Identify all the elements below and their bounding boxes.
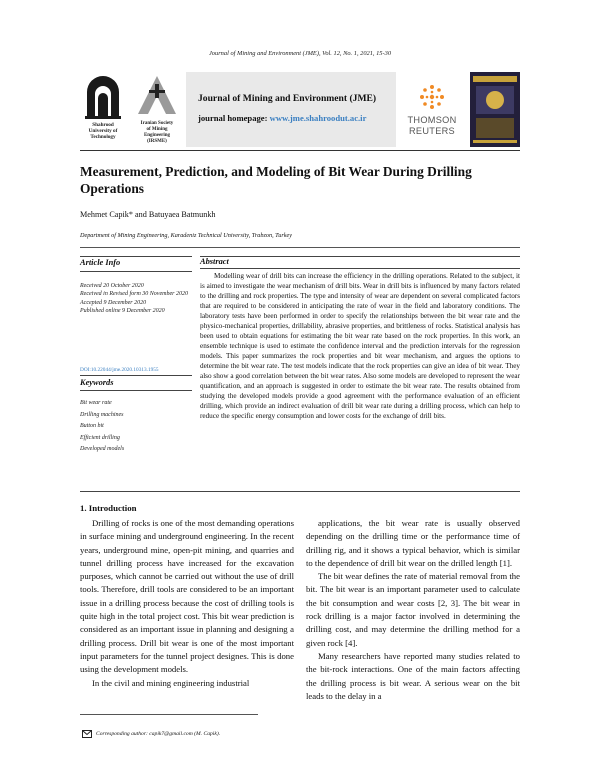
journal-title: Journal of Mining and Environment (JME) (198, 93, 377, 104)
intro-left-column (80, 517, 294, 690)
journal-cover-thumbnail (470, 72, 520, 147)
publisher-logo (400, 72, 464, 147)
affiliation: Department of Mining Engineering, Karadeniz Technical University, Trabzon, Turkey (80, 232, 293, 239)
article-dates (80, 282, 192, 315)
keyword: Efficient drilling (80, 434, 120, 441)
abstract-top-rule (200, 256, 520, 257)
keywords-heading: Keywords (80, 378, 114, 387)
publisher-line: REUTERS (408, 126, 455, 136)
abstract-text: Modelling wear of drill bits can increase the efficiency in the drilling operations. Related to the subject, it is aimed to investigate the wear mechanism of drill bits. Wear in drill bits is influenced by many factors related to the drilling and rock properties. The type and intensity of wear are dependent on several complicated factors that are required to be considered in anticipating the rate of wear in the field and laboratory conditions. The laboratory tests have been performed in order to specify the relationships between the bit wear rate and the physico-mechanical properties, drillability, abrasive properties, and brittleness of rocks. Statistical analysis has been used to obtain equations for estimating the bit wear rate based on the rock properties. In this work, an ensemble technique is used to estimate the confidence interval and the prediction intervals for the regression models. This paper summarizes the rock properties and bit wear mechanism, and argues the options to determine the bit wear rate. The test models indicate that the rock properties can give an idea of bit wear. They also show a good correlation between the bit wear rates. Also some models are developed to represent the wear quantification, and an approach is suggested in order to estimate the bit wear rate. The results obtained from studying the developed models provide a good agreement with the performance evaluation of an efficient drilling, which provide an indirect evaluation of drill bit wear rate during a drilling process, which can help to reduce the specific energy consumption and lower costs for the exchange of drill bits. (200, 272, 520, 420)
society-caption-line: of Mining (146, 127, 168, 132)
article-title: Measurement, Prediction, and Modeling of Bit Wear During Drilling Operations (80, 164, 472, 196)
body-paragraph: The bit wear defines the rate of material removal from the bit. The bit wear is an important parameter used to calculate the bit consumption and wear costs [2, 3]. The bit wear in rock drilling is a major factor involved in determining the drilling cost, and may determine the drilling method for a given rock [4]. (306, 571, 520, 648)
keyword: Bit wear rate (80, 400, 112, 406)
article-info-top-rule (80, 256, 192, 257)
keywords-list (80, 398, 192, 456)
keywords-top-rule (80, 375, 192, 376)
date-published: Published online 9 December 2020 (80, 307, 165, 314)
society-logo (133, 72, 181, 147)
body-paragraph: Drilling of rocks is one of the most demanding operations in surface mining and underground engineering. In the recent years, underground mine, open-pit mining, and quarries and tunnel drilling process have increased for the excavation purposes, which cannot be carried out without the use of drill tools. Therefore, drill tools are considered to be an important issue in a drilling process because the cost of drilling tools is quite high in the total project cost. This bit wear prediction is considered as an important issue in planning and designing a drilling process. Drill bit wear is one of the most important input parameters for the tunnel project designes. This is done using the development models. (80, 518, 294, 675)
affiliation-rule (80, 247, 520, 248)
authors: Mehmet Capik* and Batuyaea Batmunkh (80, 210, 216, 219)
email-icon (82, 725, 92, 743)
abstract-heading: Abstract (200, 257, 229, 266)
date-received: Received 20 October 2020 (80, 283, 144, 289)
homepage-label: journal homepage: (198, 113, 268, 123)
keywords-rule (80, 390, 192, 391)
university-emblem-icon (81, 72, 125, 120)
cover-image-icon (470, 72, 520, 147)
society-caption-line: (IRSME) (147, 139, 167, 144)
university-logo (80, 72, 126, 147)
society-caption-line: Engineering (143, 133, 171, 138)
keyword: Button bit (80, 423, 104, 429)
intro-right-column (306, 517, 520, 703)
abstract-rule (200, 268, 520, 269)
footnote-rule (80, 714, 258, 715)
date-revised: Received in Revised form 30 November 2020 (80, 291, 188, 298)
publisher-line: THOMSON (407, 115, 457, 125)
article-info-heading: Article Info (80, 258, 121, 267)
homepage-link[interactable]: www.jme.shahroodut.ac.ir (269, 113, 367, 123)
keyword: Developed models (80, 446, 125, 452)
introduction-heading: 1. Introduction (80, 503, 137, 513)
thomson-reuters-dots-icon (419, 84, 445, 110)
univ-caption-line: University of (88, 128, 118, 134)
univ-caption-line: Shahrood (92, 122, 114, 128)
article-info-rule (80, 271, 192, 272)
univ-caption-line: Technology (90, 134, 116, 140)
society-emblem-icon (134, 72, 180, 116)
journal-homepage (198, 113, 366, 123)
society-caption-line: Iranian Society (140, 121, 174, 126)
date-accepted: Accepted 9 December 2020 (80, 299, 147, 306)
body-paragraph: Many researchers have reported many studies related to the bit-rock interactions. One of the main factors affecting the drilling process is bit wear. A serious wear on the bit leads to the delay in a (306, 650, 520, 701)
running-head: Journal of Mining and Environment (JME), Vol. 12, No. 1, 2021, 15-30 (208, 50, 392, 57)
keyword: Drilling machines (80, 411, 124, 418)
doi-link[interactable]: DOI:10.22044/jme.2020.10313.1955 (80, 367, 159, 373)
corresponding-author-note: Corresponding author: capik7@gmail.com (M. Capik). (96, 731, 221, 737)
journal-banner (186, 72, 396, 147)
abstract-bottom-rule (80, 491, 520, 492)
body-paragraph: In the civil and mining engineering industrial (92, 677, 250, 688)
header-rule (80, 150, 520, 151)
body-paragraph: applications, the bit wear rate is usually observed depending on the drilling time or the performance time of drilling rig, and it shows a typical behavior, which is similar to the dependence of drill bit wear on the drilled length [1]. (306, 518, 520, 568)
